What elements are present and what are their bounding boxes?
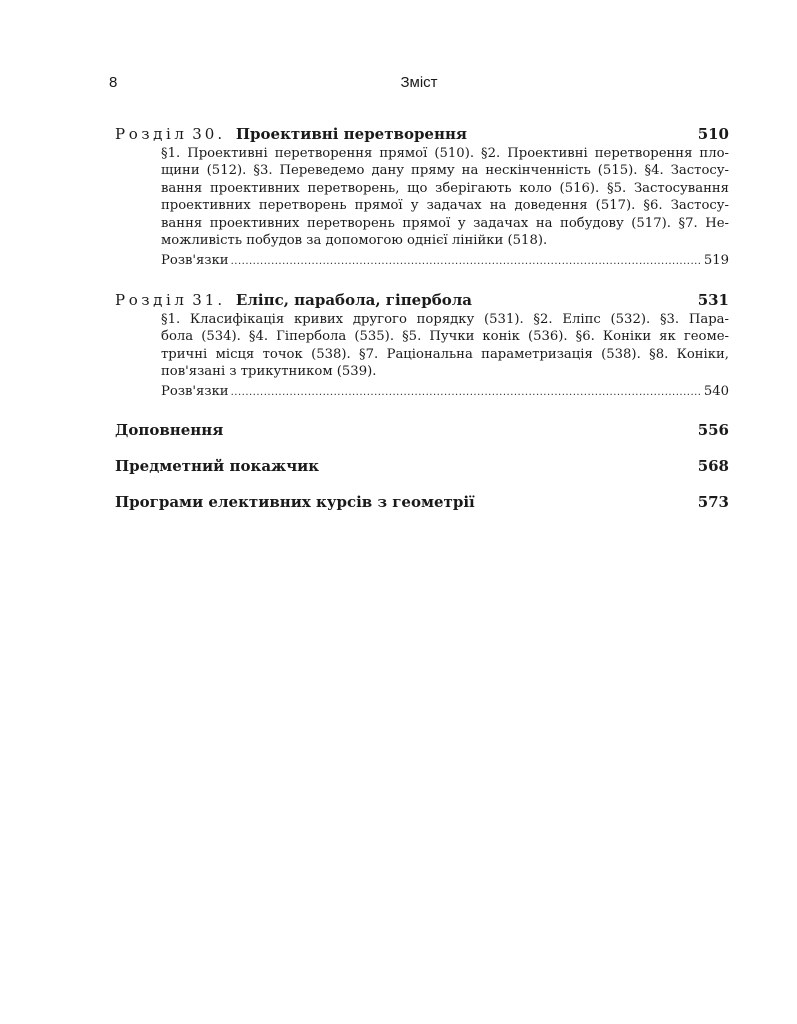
toc-chapter-30 (115, 124, 729, 271)
entry-page: 573 (697, 492, 729, 511)
chapter-page: 510 (697, 125, 729, 143)
answers-page: 540 (703, 384, 729, 400)
entry-title: Доповнення (115, 420, 224, 439)
toc-entry-appendix[interactable] (115, 420, 729, 440)
entry-title: Програми елективних курсів з геометрії (115, 492, 475, 511)
page-number: 8 (109, 74, 118, 91)
answers-entry[interactable] (161, 383, 729, 401)
dot-leader (231, 253, 701, 270)
chapter-number: 30. (192, 125, 226, 143)
section-line: пов'язані з трикутником (539). (161, 364, 377, 380)
section-list (161, 311, 729, 381)
dot-leader (231, 384, 701, 401)
section-line: щини (512). §3. Переведемо дану пряму на нескінченність (515). §4. Застосу- (161, 163, 729, 179)
section-line: можливість побудов за допомогою однієї лінійки (518). (161, 233, 548, 249)
entry-page: 556 (697, 420, 729, 439)
chapter-heading[interactable] (115, 290, 729, 310)
section-line: §1. Проективні перетворення прямої (510). §2. Проективні перетворення пло- (161, 146, 729, 161)
section-list (161, 145, 729, 249)
chapter-heading[interactable] (115, 124, 729, 144)
chapter-title: Проективні перетворення (235, 125, 468, 143)
section-line: вання проективних перетворень, що зберігають коло (516). §5. Застосування (161, 180, 729, 196)
running-head (109, 74, 729, 96)
running-head-title: Зміст (400, 74, 438, 91)
chapter-label: Розділ (115, 125, 188, 143)
chapter-page: 531 (697, 290, 729, 309)
section-line: проективних перетворень прямої у задачах на доведення (517). §6. Застосу- (161, 198, 729, 214)
appendix-list (115, 420, 729, 512)
toc-entry-elective-courses[interactable] (115, 492, 729, 512)
section-line: бола (534). §4. Гіпербола (535). §5. Пучки конік (536). §6. Коніки як геоме- (161, 329, 729, 345)
answers-label: Розв'язки (161, 253, 229, 269)
chapter-number: 31. (192, 290, 226, 309)
section-line: вання проективних перетворень прямої у задачах на побудову (517). §7. Не- (161, 215, 729, 231)
table-of-contents (115, 124, 729, 512)
answers-label: Розв'язки (161, 384, 229, 400)
toc-chapter-31 (115, 290, 729, 402)
chapter-label: Розділ (115, 290, 188, 309)
chapter-title: Еліпс, парабола, гіпербола (235, 290, 473, 309)
toc-entry-index[interactable] (115, 456, 729, 476)
section-line: §1. Класифікація кривих другого порядку (531). §2. Еліпс (532). §3. Пара- (161, 311, 729, 327)
entry-page: 568 (697, 456, 729, 475)
answers-entry[interactable] (161, 252, 729, 270)
entry-title: Предметний покажчик (115, 456, 320, 475)
answers-page: 519 (703, 253, 729, 269)
section-line: тричні місця точок (538). §7. Раціональна параметризація (538). §8. Коніки, (161, 346, 729, 362)
